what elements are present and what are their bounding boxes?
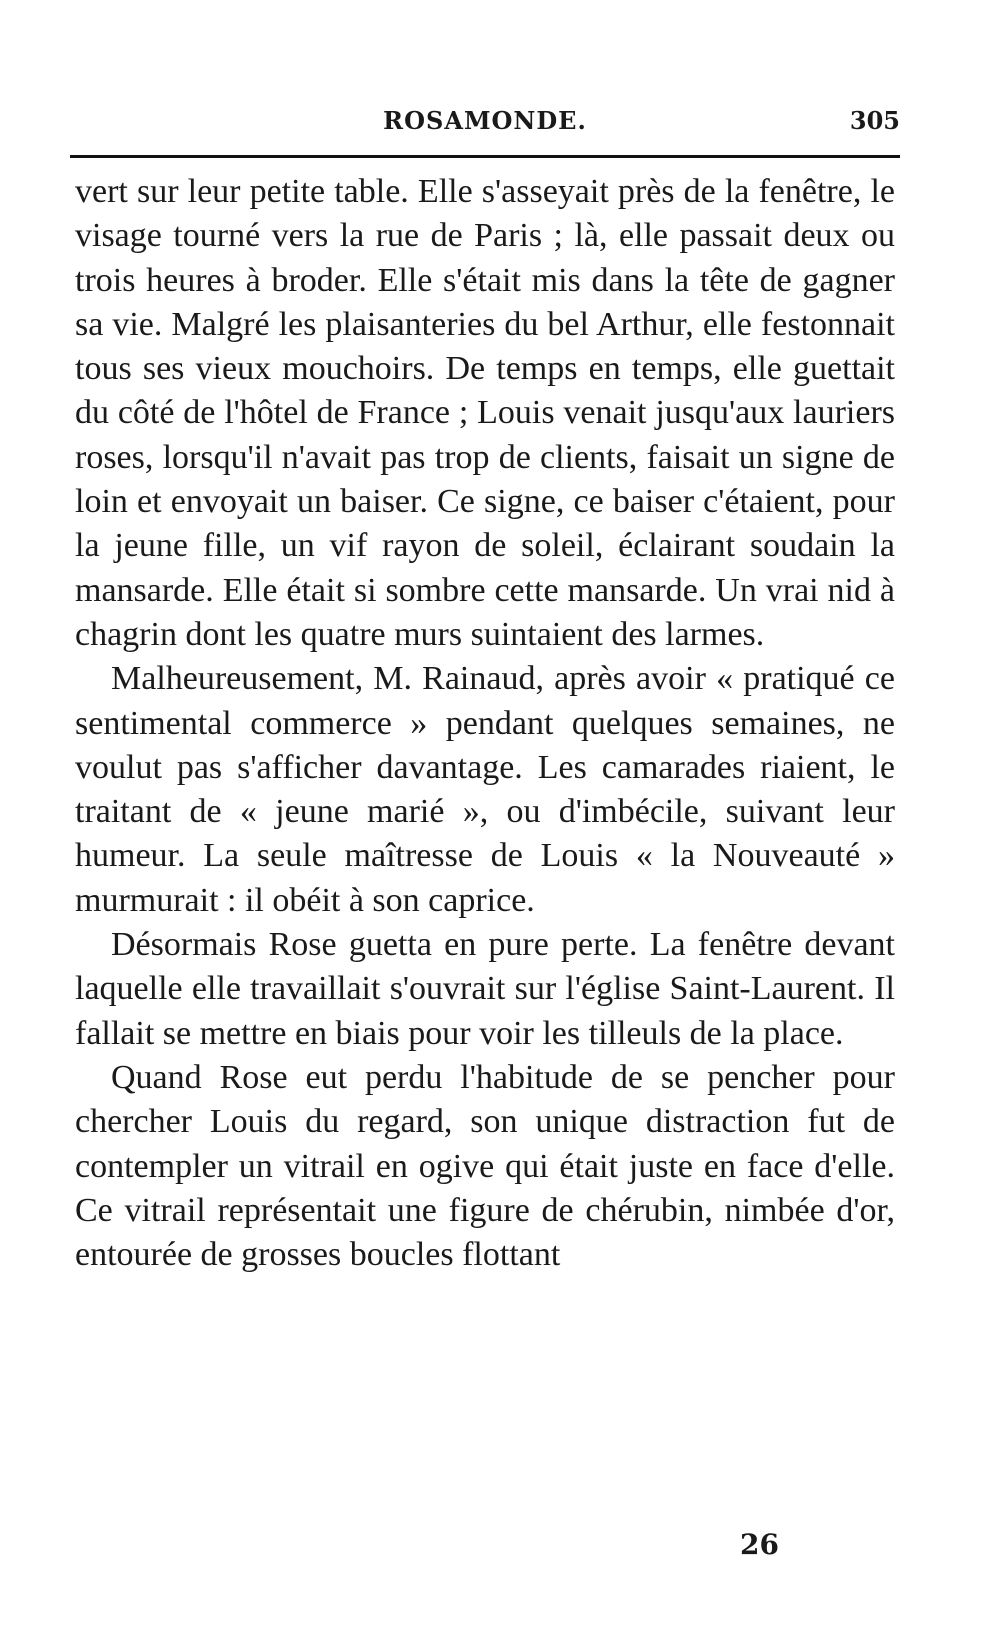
running-title: ROSAMONDE.	[383, 106, 587, 135]
paragraph-1: vert sur leur petite table. Elle s'asseyait près de la fenêtre, le visage tourné vers la rue de Paris ; là, elle passait deux ou trois heures à broder. Elle s'était mis dans la tête de gagner sa vie. Malgré les plaisanteries du bel Arthur, elle festonnait tous ses vieux mouchoirs. De temps en temps, elle guettait du côté de l'hôtel de France ; Louis venait jusqu'aux lauriers roses, lorsqu'il n'avait pas trop de clients, faisait un signe de loin et envoyait un baiser. Ce signe, ce baiser c'étaient, pour la jeune fille, un vif rayon de soleil, éclairant soudain la mansarde. Elle était si sombre cette mansarde. Un vrai nid à chagrin dont les quatre murs suintaient des larmes.	[75, 173, 895, 653]
signature-mark: 26	[740, 1528, 779, 1561]
running-head	[70, 100, 900, 140]
paragraph-2: Malheureusement, M. Rainaud, après avoir « pratiqué ce sentimental commerce » pendant quelques semaines, ne voulut pas s'afficher davantage. Les camarades riaient, le traitant de « jeune marié », ou d'imbécile, suivant leur humeur. La seule maîtresse de Louis « la Nouveauté » murmurait : il obéit à son caprice.	[75, 660, 895, 919]
body-text	[75, 170, 895, 1277]
header-rule	[70, 155, 900, 158]
paragraph-4: Quand Rose eut perdu l'habitude de se pencher pour chercher Louis du regard, son unique distraction fut de contempler un vitrail en ogive qui était juste en face d'elle. Ce vitrail représentait une figure de chérubin, nimbée d'or, entourée de grosses boucles flottant	[75, 1058, 895, 1274]
paragraph-3: Désormais Rose guetta en pure perte. La fenêtre devant laquelle elle travaillait s'ouvrait sur l'église Saint-Laurent. Il fallait se mettre en biais pour voir les tilleuls de la place.	[75, 926, 895, 1052]
page-number: 305	[849, 106, 900, 135]
